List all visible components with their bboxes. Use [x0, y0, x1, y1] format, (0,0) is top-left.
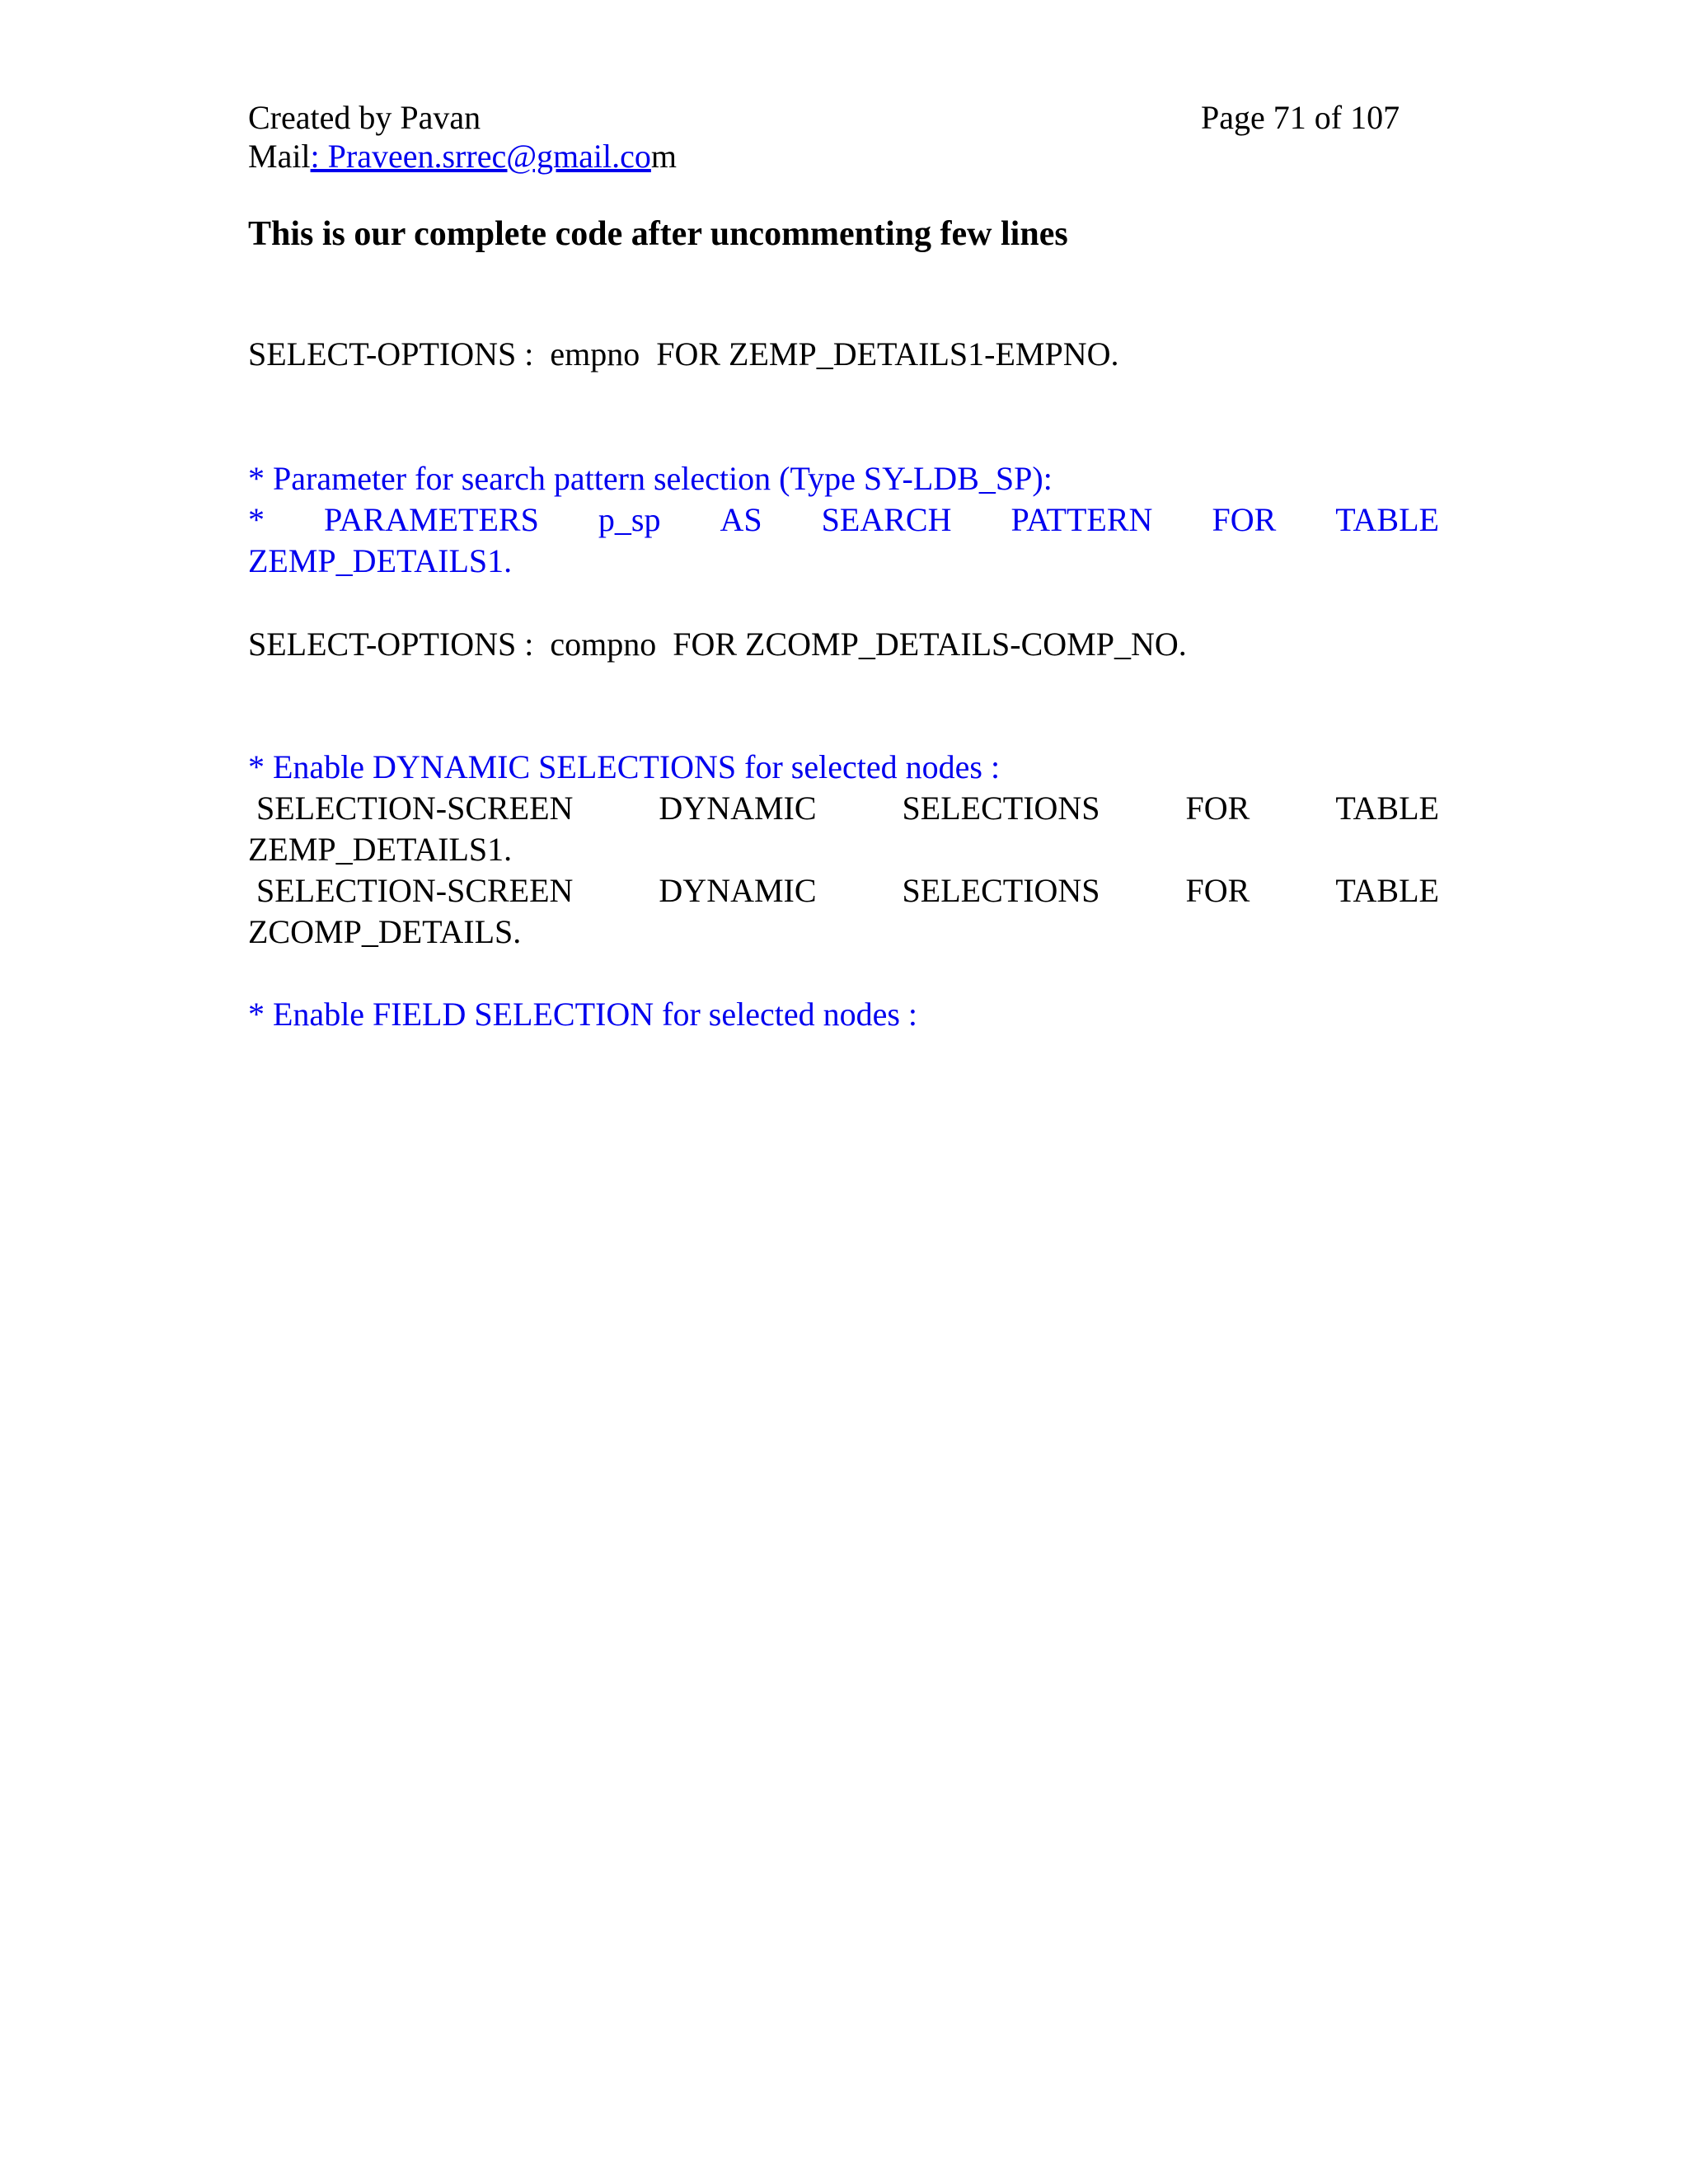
code-word: FOR	[1185, 790, 1250, 827]
select-options-empno: SELECT-OPTIONS : empno FOR ZEMP_DETAILS1-EMPNO.	[248, 335, 1119, 373]
code-word: SELECTIONS	[902, 872, 1100, 909]
code-word: DYNAMIC	[659, 872, 817, 909]
code-word: PARAMETERS	[324, 501, 539, 538]
comment-dynamic-selections: * Enable DYNAMIC SELECTIONS for selected nodes :	[248, 748, 1001, 785]
code-word: FOR	[1212, 501, 1277, 538]
dynamic-selections-continuation-1: ZEMP_DETAILS1.	[248, 831, 513, 868]
code-word: AS	[720, 501, 762, 538]
dynamic-selections-line-2	[256, 870, 1439, 912]
comment-parameter: * Parameter for search pattern selection (Type SY-LDB_SP):	[248, 460, 1053, 497]
code-word: SELECTION-SCREEN	[256, 790, 574, 827]
code-word: *	[248, 501, 265, 538]
code-word: p_sp	[598, 501, 661, 538]
code-word: SEARCH	[821, 501, 952, 538]
mail-suffix: m	[650, 138, 678, 175]
code-word: SELECTIONS	[902, 790, 1100, 827]
code-word: TABLE	[1335, 790, 1439, 827]
created-by-label: Created by Pavan	[248, 99, 481, 136]
comment-parameters-continuation: ZEMP_DETAILS1.	[248, 542, 513, 579]
select-options-compno: SELECT-OPTIONS : compno FOR ZCOMP_DETAILS-COMP_NO.	[248, 626, 1187, 663]
code-word: SELECTION-SCREEN	[256, 872, 574, 909]
mail-prefix: Mail	[248, 138, 311, 175]
code-word: DYNAMIC	[659, 790, 817, 827]
comment-field-selection: * Enable FIELD SELECTION for selected nodes :	[248, 996, 918, 1033]
code-word: TABLE	[1335, 501, 1439, 538]
dynamic-selections-line-1	[256, 788, 1439, 829]
mail-link[interactable]: : Praveen.srrec@gmail.co	[310, 138, 651, 175]
section-heading: This is our complete code after uncommenting few lines	[248, 215, 1068, 253]
mail-line	[248, 136, 677, 177]
code-word: PATTERN	[1010, 501, 1153, 538]
page-number: Page 71 of 107	[1201, 99, 1400, 136]
dynamic-selections-continuation-2: ZCOMP_DETAILS.	[248, 913, 522, 950]
code-word: TABLE	[1335, 872, 1439, 909]
comment-parameters-line	[248, 499, 1439, 541]
code-word: FOR	[1185, 872, 1250, 909]
